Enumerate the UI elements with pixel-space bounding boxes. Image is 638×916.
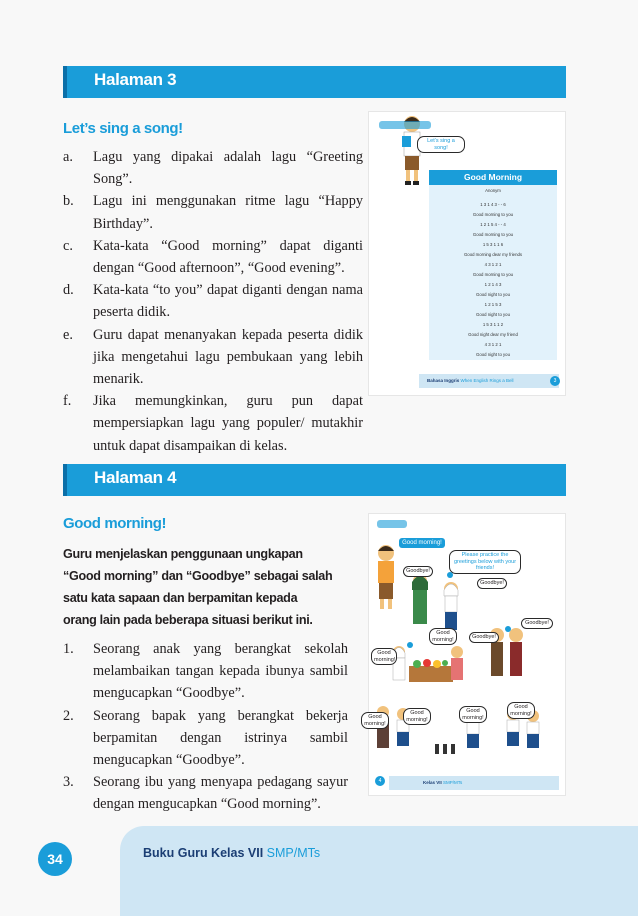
page-tab-decoration <box>377 520 407 528</box>
item-label: 3. <box>63 774 74 791</box>
section-title: Halaman 4 <box>94 468 177 487</box>
item-text: Seorang ibu yang menyapa pedagang sayur dengan mengucapkan “Good morning”. <box>93 774 348 813</box>
song-author: Anonym <box>485 188 501 193</box>
vegetable-seller-icon <box>385 644 465 688</box>
song-notes: 1 2 1 5 3 <box>484 302 502 307</box>
item-label: c. <box>63 237 73 254</box>
list-item <box>63 190 363 234</box>
song-lyric: Good morning to you <box>472 232 514 237</box>
thumb-footer <box>389 776 559 790</box>
item-label: d. <box>63 282 74 299</box>
list-item <box>63 324 363 391</box>
song-lyric: Good night to you <box>476 312 510 317</box>
footer-band <box>120 826 638 916</box>
bar-stripe <box>63 66 67 98</box>
thumb-footer-sub: When English Rings a Bell <box>460 378 514 383</box>
list-item <box>63 279 363 323</box>
song-page-thumbnail <box>368 111 566 396</box>
footer-title <box>143 846 320 860</box>
thumb-footer <box>419 374 559 388</box>
mother-character-icon <box>407 572 433 632</box>
item-text: Lagu yang dipakai adalah lagu “Greeting Song”. <box>93 149 363 188</box>
list-item <box>63 771 348 815</box>
good-morning-bubble: Good morning! <box>403 708 431 725</box>
song-notes: 1 5 3 1 1 2 <box>482 322 504 327</box>
item-text: Kata-kata “Good morning” dapat diganti dengan “Good afternoon”, “Good evening”. <box>93 237 363 277</box>
item-text: Kata-kata “to you” dapat diganti dengan nama peserta didik. <box>93 282 363 321</box>
goodbye-bubble: Goodbye! <box>477 578 507 589</box>
instruction-list <box>63 146 363 457</box>
section-title: Halaman 3 <box>94 70 177 89</box>
good-morning-bubble: Good morning! <box>459 706 487 723</box>
thumb-page-number: 4 <box>375 776 385 786</box>
greeting-tag: Good morning! <box>399 538 445 548</box>
item-label: f. <box>63 393 72 410</box>
item-label: 1. <box>63 641 74 657</box>
song-notes: 1 2 1 4 3 <box>484 282 502 287</box>
item-label: 2. <box>63 707 74 724</box>
item-text: Seorang bapak yang berangkat bekerja berpamitan dengan istrinya sambil mengucapkan “Goodbye”. <box>93 707 348 769</box>
list-item <box>63 390 363 457</box>
step-marker <box>407 642 413 648</box>
speech-bubble: Let’s sing a song! <box>417 136 465 153</box>
good-morning-bubble: Good morning! <box>507 702 535 719</box>
song-notes: 4 3 1 2 1 <box>484 262 502 267</box>
song-lyric: Good night to you <box>476 292 510 297</box>
thumb-footer-book: Kelas VII <box>423 780 442 785</box>
song-notes: 1 3 1 4 3 - - 6 <box>480 202 506 207</box>
step-marker <box>505 626 511 632</box>
goodbye-bubble: Goodbye! <box>521 618 553 629</box>
situation-list <box>63 638 348 816</box>
greetings-page-thumbnail <box>364 513 566 796</box>
song-sheet <box>429 170 557 360</box>
list-item <box>63 146 363 190</box>
song-lyric: Good morning dear my friends <box>463 252 523 257</box>
item-text: Lagu ini menggunakan ritme lagu “Happy Birthday”. <box>93 193 363 232</box>
item-label: e. <box>63 326 73 343</box>
page-number: 34 <box>38 842 72 876</box>
good-morning-bubble: Good morning! <box>371 648 397 665</box>
list-item <box>63 705 348 772</box>
section-heading: Good morning! <box>63 515 167 532</box>
song-notes: 1 2 1 5 4 - - 4 <box>480 222 506 227</box>
item-text: Guru dapat menanyakan kepada peserta didik jika mengetahui lagu pembukaan yang lebih menarik. <box>93 326 363 388</box>
section-heading: Let’s sing a song! <box>63 120 183 137</box>
item-label: b. <box>63 193 74 210</box>
song-title: Good Morning <box>429 170 557 185</box>
goodbye-bubble: Goodbye! <box>403 566 433 577</box>
instruction-bubble: Please practice the greetings below with your friends! <box>449 550 521 574</box>
footer-level: SMP/MTs <box>266 846 321 860</box>
intro-paragraph: Guru menjelaskan penggunaan ungkapan “Good morning” dan “Goodbye” sebagai salah satu kata sapaan dan berpamitan kepada orang lain pada beberapa situasi berikut ini. <box>63 547 333 627</box>
page-tab-decoration <box>379 121 431 129</box>
good-morning-bubble: Good morning! <box>361 712 389 729</box>
footer-book: Buku Guru Kelas VII <box>143 846 264 860</box>
song-notes: 4 3 1 2 1 <box>484 342 502 347</box>
song-lyric: Good night dear my friend <box>468 332 518 337</box>
item-text: Jika memungkinkan, guru pun dapat mempersiapkan lagu yang populer/ mutakhir untuk dapat disampaikan di kelas. <box>93 393 363 454</box>
goodbye-bubble: Goodbye! <box>469 632 499 643</box>
list-item <box>63 235 363 279</box>
teacher-character-icon <box>371 542 401 612</box>
section-bar-halaman-4 <box>63 464 566 496</box>
thumb-footer-book: Bahasa Inggris <box>427 378 460 383</box>
item-text: Seorang anak yang berangkat sekolah melambaikan tangan kepada ibunya sambil mengucapkan “Goodbye”. <box>93 641 348 702</box>
bar-stripe <box>63 464 67 496</box>
song-lyric: Good night to you <box>476 352 510 357</box>
item-label: a. <box>63 149 73 165</box>
section-bar-halaman-3 <box>63 66 566 98</box>
song-lyric: Good morning to you <box>472 272 514 277</box>
good-morning-bubble: Good morning! <box>429 628 457 645</box>
list-item <box>63 638 348 705</box>
song-notes: 1 5 3 1 1 6 <box>482 242 504 247</box>
step-marker <box>447 572 453 578</box>
thumb-footer-sub: SMP/MTs <box>443 780 463 785</box>
song-lyric: Good morning to you <box>472 212 514 217</box>
thumb-page-number: 3 <box>550 376 560 386</box>
